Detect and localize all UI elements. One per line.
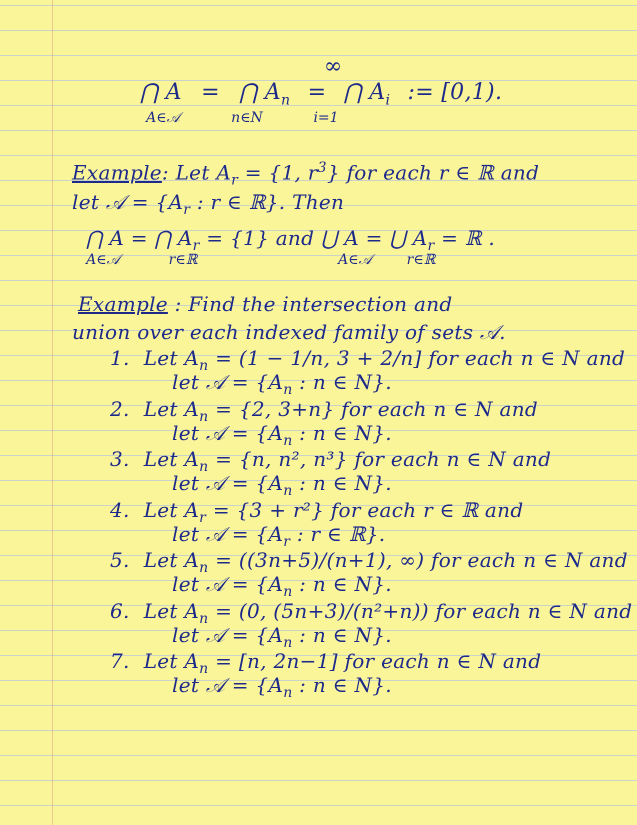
subscript: n <box>283 483 293 499</box>
subscript: r <box>199 509 207 526</box>
example-1-line-2 <box>72 190 344 218</box>
infinity-symbol: ∞ <box>323 54 343 79</box>
example-1-line-3 <box>86 226 495 254</box>
text: = ℝ . <box>434 226 496 250</box>
superscript: 3 <box>317 160 327 176</box>
text: Let A <box>143 548 200 572</box>
text: = {1} and ⋃ A = ⋃ A <box>199 226 428 250</box>
text: : n ∈ N}. <box>292 370 392 394</box>
exercise-number: 4. <box>110 497 130 522</box>
text: : r ∈ ℝ}. Then <box>190 190 345 214</box>
text: Let A <box>143 447 200 471</box>
exercise-number: 1. <box>110 346 130 370</box>
text: = {1, r <box>238 160 318 185</box>
text: Let A <box>143 598 200 623</box>
text: = (1 − 1/n, 3 + 2/n] for each n ∈ N and <box>208 346 626 370</box>
text: = ((3n+5)/(n+1), ∞) for each n ∈ N and <box>208 548 628 572</box>
subscript: n <box>199 661 209 677</box>
exercise-number: 2. <box>110 396 130 421</box>
subscript: n <box>283 382 293 398</box>
exercise-number: 3. <box>110 447 130 471</box>
text: let 𝒜 = {A <box>172 420 284 445</box>
text: let 𝒜 = {A <box>172 370 284 394</box>
exercise-number: 5. <box>110 548 130 572</box>
text: : n ∈ N}. <box>292 471 392 495</box>
text: Let A <box>143 396 200 421</box>
subscript: r <box>183 202 191 218</box>
subscript: r <box>192 238 200 254</box>
subscript: r <box>283 533 291 550</box>
subscript: r <box>427 238 435 254</box>
subscript: r <box>231 172 239 189</box>
margin-rule <box>52 0 53 825</box>
text: let 𝒜 = {A <box>172 622 284 647</box>
text: : Find the intersection and <box>167 292 453 316</box>
text: } for each r ∈ ℝ and <box>326 160 540 185</box>
text: : Let A <box>161 160 232 185</box>
exercise-7-line-2 <box>172 673 392 701</box>
text: = {2, 3+n} for each n ∈ N and <box>208 396 538 421</box>
text: : n ∈ N}. <box>292 622 392 647</box>
text: : n ∈ N}. <box>292 572 392 596</box>
under-label-2: n∈N <box>231 110 263 126</box>
under-label: r∈ℝ <box>168 252 198 268</box>
subscript: n <box>199 408 209 425</box>
intersection-1: ⋂ A <box>140 80 182 105</box>
text: union over each indexed family of sets 𝒜. <box>72 320 506 344</box>
text: Let A <box>143 649 200 673</box>
exercise-1-line-2 <box>172 370 392 398</box>
text: = [n, 2n−1] for each n ∈ N and <box>208 649 542 673</box>
subscript: n <box>283 685 293 701</box>
example-2-heading-line <box>78 292 453 316</box>
under-label: r∈ℝ <box>406 252 436 268</box>
subscript: n <box>199 358 209 374</box>
under-label-1: A∈𝒜 <box>146 110 180 126</box>
equals-2: = <box>307 80 327 105</box>
subscript: n <box>283 634 293 651</box>
subscript: n <box>199 610 209 627</box>
text: Let A <box>143 497 200 522</box>
exercise-2-line-2 <box>172 421 392 449</box>
text: ⋂ A = ⋂ A <box>86 226 193 250</box>
text: let 𝒜 = {A <box>72 190 184 214</box>
text: : n ∈ N}. <box>292 673 392 697</box>
text: let 𝒜 = {A <box>172 521 284 546</box>
text: = (0, (5n+3)/(n²+n)) for each n ∈ N and <box>208 598 633 623</box>
exercise-5-line-2 <box>172 572 392 600</box>
text: let 𝒜 = {A <box>172 673 284 697</box>
subscript: n <box>283 584 293 600</box>
text: let 𝒜 = {A <box>172 471 284 495</box>
under-label: A∈𝒜 <box>338 252 372 268</box>
subscript: n <box>283 432 293 449</box>
formula-line <box>140 80 502 108</box>
text: Let A <box>143 346 200 370</box>
equals-1: = <box>201 80 220 105</box>
exercise-3-line-2 <box>172 471 392 499</box>
text: : r ∈ ℝ}. <box>290 521 386 546</box>
subscript: n <box>199 459 209 475</box>
subscript-i: i <box>385 92 391 109</box>
result-interval: := [0,1). <box>407 80 503 105</box>
text: = {3 + r²} for each r ∈ ℝ and <box>206 497 524 522</box>
example-heading: Example <box>78 292 168 316</box>
text: : n ∈ N}. <box>292 420 392 445</box>
example-2-line-2 <box>72 320 506 344</box>
under-label-3: i=1 <box>313 110 339 126</box>
example-1-line-1 <box>72 160 539 189</box>
under-label: A∈𝒜 <box>86 252 120 268</box>
intersection-2: ⋂ A <box>239 80 281 105</box>
exercise-4-line-2 <box>172 522 385 550</box>
text: let 𝒜 = {A <box>172 572 284 596</box>
exercise-number: 6. <box>110 598 130 623</box>
subscript-n: n <box>280 92 291 109</box>
intersection-3: ⋂ A <box>343 80 386 105</box>
exercise-number: 7. <box>110 649 130 673</box>
subscript: n <box>199 560 209 576</box>
text: = {n, n², n³} for each n ∈ N and <box>208 447 552 471</box>
example-heading: Example <box>72 160 162 185</box>
exercise-6-line-2 <box>172 623 392 651</box>
